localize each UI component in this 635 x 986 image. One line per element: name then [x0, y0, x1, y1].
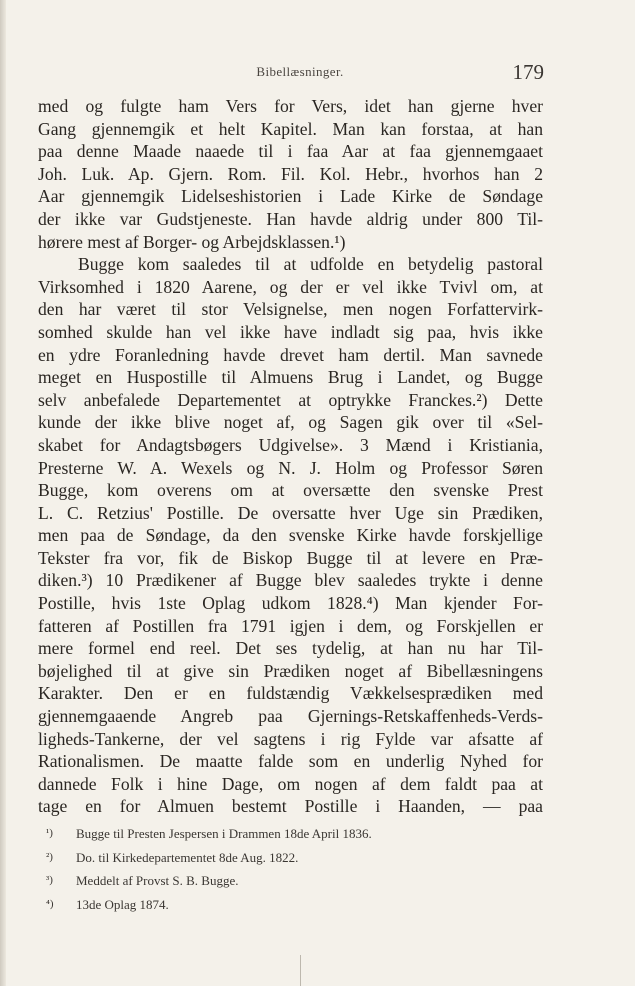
text-line: Joh. Luk. Ap. Gjern. Rom. Fil. Kol. Hebr., hvorhos han 2: [38, 163, 543, 184]
text-line: skabet for Andagtsbøgers Udgivelse». 3 Mænd i Kristiania,: [38, 434, 543, 455]
text-line: Presterne W. A. Wexels og N. J. Holm og Professor Søren: [38, 457, 543, 478]
text-line: bøjelighed til at give sin Prædiken noget af Bibellæsningens: [38, 660, 543, 681]
text-line: dannede Folk i hine Dage, om nogen af dem faldt paa at: [38, 773, 543, 794]
footnote-text: 13de Oplag 1874.: [76, 896, 169, 912]
text-line: mere formel end reel. Det ses tydelig, at han nu har Til-: [38, 638, 543, 659]
page-number: 179: [512, 60, 544, 84]
text-line: Postille, hvis 1ste Oplag udkom 1828.⁴) Man kjender For-: [38, 593, 543, 614]
text-line: fatteren af Postillen fra 1791 igjen i dem, og Forskjellen er: [38, 615, 543, 636]
text-line: somhed skulde han vel ikke have indladt sig paa, hvis ikke: [38, 321, 543, 342]
footnote-mark: ⁴): [46, 897, 54, 910]
text-line: L. C. Retzius' Postille. De oversatte hver Uge sin Prædiken,: [38, 502, 543, 523]
binding-crease: [300, 955, 301, 986]
text-line: kunde der ikke blive noget af, og Sagen gik over til «Sel-: [38, 412, 543, 433]
page-header: [0, 60, 635, 90]
page-edge: [0, 0, 6, 986]
text-line: med og fulgte ham Vers for Vers, idet han gjerne hver: [38, 96, 543, 116]
footnote: [46, 846, 526, 870]
text-line: den har været til stor Velsignelse, men nogen Forfattervirk-: [38, 299, 543, 320]
text-line: meget en Huspostille til Almuens Brug i Landet, og Bugge: [38, 367, 543, 388]
text-line: diken.³) 10 Prædikener af Bugge blev saaledes trykte i denne: [38, 570, 543, 591]
running-title: Bibellæsninger.: [256, 64, 344, 79]
text-line: Rationalismen. De maatte falde som en underlig Nyhed for: [38, 751, 543, 772]
footnote: [46, 822, 526, 846]
text-line: Gang gjennemgik et helt Kapitel. Man kan forstaa, at han: [38, 118, 543, 139]
text-line: Bugge kom saaledes til at udfolde en betydelig pastoral: [78, 254, 543, 275]
footnote-text: Bugge til Presten Jespersen i Drammen 18de April 1836.: [76, 826, 372, 841]
text-line: Tekster fra vor, fik de Biskop Bugge til at levere en Præ-: [38, 547, 543, 568]
footnote-text: Do. til Kirkedepartementet 8de Aug. 1822.: [76, 849, 299, 865]
footnote: [46, 893, 526, 917]
text-line: gjennemgaaende Angreb paa Gjernings-Retskaffenheds-Verds-: [38, 706, 543, 727]
text-line: der ikke var Gudstjeneste. Han havde aldrig under 800 Til-: [38, 208, 543, 229]
footnote-mark: ²): [46, 850, 53, 863]
footnotes: [46, 822, 526, 916]
text-line: ligheds-Tankerne, der vel sagtens i rig Fylde var afsatte af: [38, 728, 543, 749]
footnote-text: Meddelt af Provst S. B. Bugge.: [76, 873, 239, 888]
text-line: selv anbefalede Departementet at optrykke Franckes.²) Dette: [38, 389, 543, 410]
body-text: [38, 95, 543, 818]
text-line: men paa de Søndage, da den svenske Kirke havde forskjellige: [38, 525, 543, 546]
text-line: Virksomhed i 1820 Aarene, og der er vel ikke Tvivl om, at: [38, 276, 543, 297]
footnote-mark: ¹): [46, 827, 53, 839]
text-line: Karakter. Den er en fuldstændig Vækkelsesprædiken med: [38, 683, 543, 704]
text-line: en ydre Foranledning havde drevet ham dertil. Man savnede: [38, 344, 543, 365]
text-line: Bugge, kom overens om at oversætte den svenske Prest: [38, 480, 543, 501]
footnote: [46, 869, 526, 893]
text-line: hørere mest af Borger- og Arbejdsklassen.¹): [38, 231, 346, 252]
text-line: Aar gjennemgik Lidelseshistorien i Lade Kirke de Søndage: [38, 186, 543, 207]
footnote-mark: ³): [46, 874, 53, 886]
text-line: paa denne Maade naaede til i faa Aar at faa gjennemgaaet: [38, 141, 543, 162]
text-line: tage en for Almuen bestemt Postille i Haanden, — paa: [38, 796, 543, 817]
